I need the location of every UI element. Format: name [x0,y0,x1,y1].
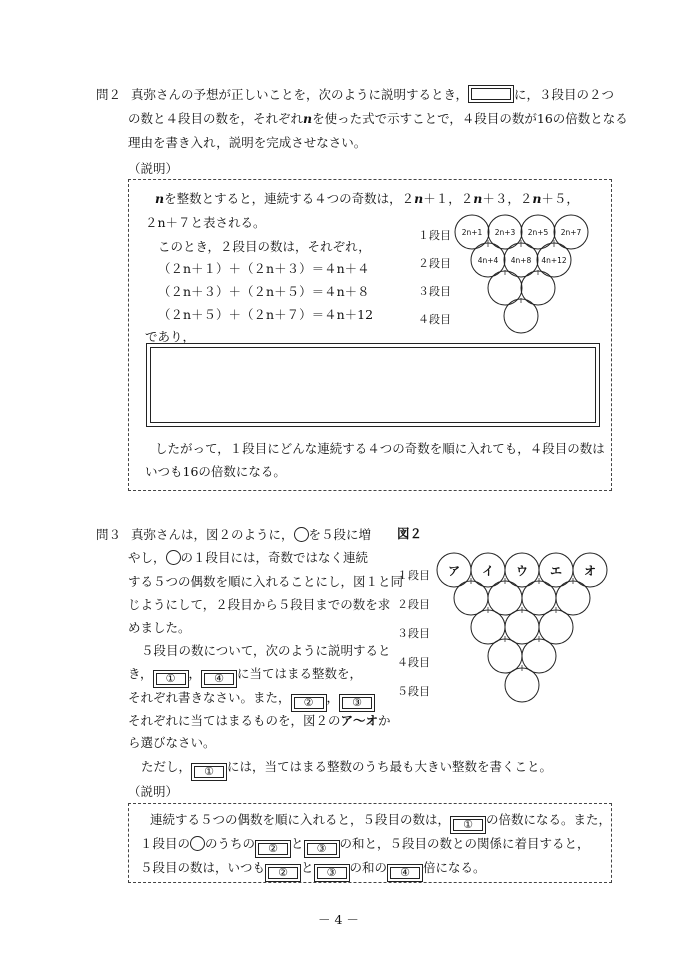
blank-3: ③ [314,864,350,882]
fig1-row1-value: 2n+5 [527,228,549,237]
q2-intro-1c: ＋３，２ [482,191,533,206]
q3-text-3: する５つの偶数を順に入れることにし，図１と同 [128,574,404,589]
blank-2: ② [265,864,301,882]
fig1-row1-value: 2n+1 [461,228,483,237]
q3-explanation-label: （説明） [128,784,179,799]
q3-text-11b: には，当てはまる整数のうち最も大きい整数を書くこと。 [227,759,553,774]
q3-expl-3c: の和の [349,860,388,875]
circle-symbol [190,836,205,851]
q3-expl-3b: と [301,860,314,875]
q2-answer-box[interactable] [146,343,600,427]
fig1-row2-value: 4n+4 [477,256,499,265]
fig1-row1-value: 2n+3 [494,228,516,237]
q2-var-n: n [303,111,313,126]
q2-number: 問２ [96,87,122,102]
q2-intro-1b: ＋１，２ [423,191,474,206]
q3-text-1b: を５段に増 [308,527,372,542]
q3-text-11a: ただし， [141,759,192,774]
q2-intro-3: このとき，２段目の数は，それぞれ， [158,239,371,254]
q3-expl-3a: ５段目の数は，いつも [140,860,266,875]
blank-1: ① [153,670,189,688]
circle-symbol [294,527,309,542]
figure-2-label: 図２ [397,526,423,541]
fig1-row-label-2: ２段目 [418,257,451,270]
q3-expl-3d: 倍になる。 [423,860,486,875]
q2-conclusion-1: したがって，１段目にどんな連続する４つの奇数を順に入れても，４段目の数は [155,441,605,456]
blank-3: ③ [339,694,375,712]
q3-text-10: ら選びなさい。 [128,735,216,750]
circle-symbol [166,550,181,565]
fig1-row2-value: 4n+8 [510,256,532,265]
q3-text-9b: ア～オ [340,713,379,728]
blank-4: ④ [387,864,423,882]
q3-text-2b: の１段目には，奇数ではなく連続 [180,550,369,565]
fig2-row-label-5: ５段目 [397,685,430,698]
fig1-row-label-1: １段目 [418,229,451,242]
q2-intro-1: を整数とすると，連続する４つの奇数は，２ [164,191,415,206]
q3-expl-2d: の和と，５段目の数との関係に着目すると， [339,836,590,851]
page-number: － 4 － [318,912,359,927]
fig1-row2-value: 4n+12 [541,256,567,265]
q2-text-2b: を使った式で示すことで，４段目の数が16の倍数となる [312,111,628,126]
blank-2: ② [255,840,291,858]
fig2-row-label-1: １段目 [397,569,430,582]
q3-text-7a: き， [128,666,153,681]
q3-text-8b: ， [326,690,340,705]
q2-equation-4: であり， [145,329,196,344]
q3-text-7c: に当てはまる整数を， [237,666,363,681]
q3-text-8a: それぞれ書きなさい。また， [128,690,291,705]
figure-1-pyramid [450,212,600,338]
q3-text-1a: 真弥さんは，図２のように， [131,527,294,542]
blank-1: ① [191,763,227,781]
q2-text-1a: 真弥さんの予想が正しいことを，次のように説明するとき， [131,87,469,102]
q2-intro-2: ２n＋７と表される。 [145,215,266,230]
fig1-row1-value: 2n+7 [560,228,582,237]
q3-text-5: めました。 [128,620,191,635]
q2-explanation-label: （説明） [128,161,179,176]
q3-text-9c: か [378,713,391,728]
q2-equation-1: （２n＋１）＋（２n＋３）＝４n＋４ [158,261,370,276]
q3-number: 問３ [96,527,122,542]
fig2-top-label-a: ア [447,564,461,578]
fig2-row-label-3: ３段目 [397,627,430,640]
q2-answer-blank [468,85,514,103]
q2-intro-n: n [155,191,165,206]
q3-text-2a: やし， [128,550,166,565]
blank-2: ② [291,694,327,712]
fig2-top-label-i: イ [481,564,495,578]
fig1-row-label-4: ４段目 [418,313,451,326]
q2-intro-1d: ＋５， [541,191,579,206]
fig1-row-label-3: ３段目 [418,285,451,298]
blank-4: ④ [201,670,237,688]
q3-expl-2c: と [291,836,304,851]
blank-1: ① [450,816,486,834]
q3-expl-1b: の倍数になる。また， [486,812,612,827]
q3-text-9a: それぞれに当てはまるものを，図２の [128,713,341,728]
q3-expl-2a: １段目の [140,836,191,851]
q2-conclusion-2: いつも16の倍数になる。 [145,464,286,479]
q2-equation-2: （２n＋３）＋（２n＋５）＝４n＋８ [158,284,370,299]
q2-text-2: の数と４段目の数を，それぞれ [128,111,304,126]
figure-2-pyramid [434,550,614,710]
q2-text-1b: に，３段目の２つ [514,87,615,102]
fig2-top-label-e: エ [549,564,563,578]
q3-expl-1a: 連続する５つの偶数を順に入れると，５段目の数は， [150,812,451,827]
fig2-row-label-4: ４段目 [397,656,430,669]
fig2-top-label-u: ウ [515,564,529,578]
q3-text-4: じようにして，２段目から５段目までの数を求 [128,597,391,612]
q3-text-7b: ， [188,666,202,681]
q2-text-3: 理由を書き入れ，説明を完成させなさい。 [128,135,367,150]
blank-3: ③ [304,840,340,858]
fig2-row-label-2: ２段目 [397,598,430,611]
q3-text-6: ５段目の数について，次のように説明すると [141,643,391,658]
fig1-circle [504,299,538,333]
fig2-top-label-o: オ [583,564,597,578]
q3-expl-2b: のうちの [205,836,256,851]
q2-equation-3: （２n＋５）＋（２n＋７）＝４n＋12 [158,307,374,322]
